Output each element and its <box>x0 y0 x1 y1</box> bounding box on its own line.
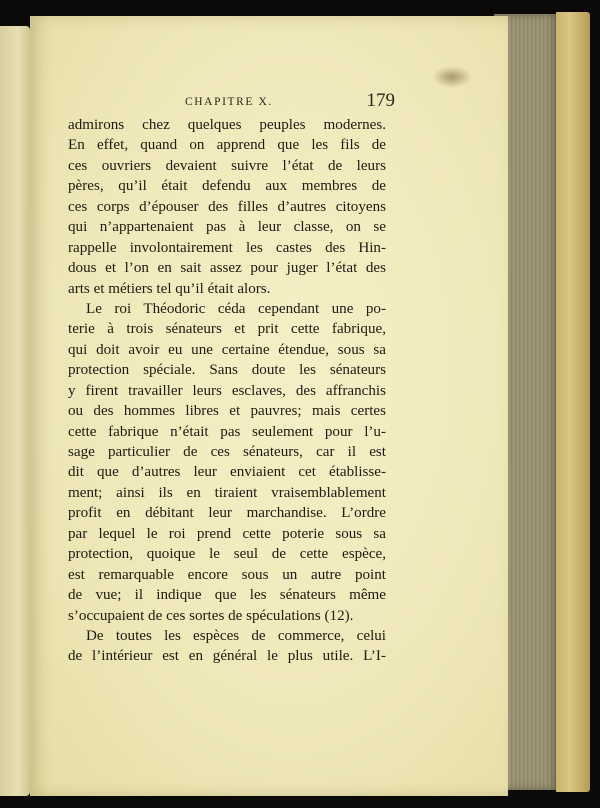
text-line: est remarquable encore sous un autre point <box>68 566 386 583</box>
text-line: de l’intérieur est en général le plus utile. L’I- <box>68 648 386 665</box>
text-line: ment; ainsi ils en tiraient vraisemblablement <box>68 484 386 501</box>
facing-page-edge <box>0 26 30 796</box>
text-line: Le roi Théodoric céda cependant une po- <box>86 300 386 317</box>
text-line: pères, qu’il était defendu aux membres de <box>68 178 386 195</box>
text-line: par lequel le roi prend cette poterie sous sa <box>68 525 386 542</box>
book-cover-edge <box>556 12 590 792</box>
text-line: rappelle involontairement les castes des Hin- <box>68 239 386 256</box>
text-line: qui n’appartenaient pas à leur classe, on se <box>68 219 386 236</box>
text-line: y firent travailler leurs esclaves, des affranchis <box>68 382 386 399</box>
running-title: CHAPITRE X. <box>185 96 273 108</box>
text-line: arts et métiers tel qu’il était alors. <box>68 280 271 297</box>
body-text <box>68 115 386 667</box>
text-line: cette fabrique n’était pas seulement pour l’u- <box>68 423 386 440</box>
text-line: profit en débitant leur marchandise. L’ordre <box>68 505 386 522</box>
text-line: s’occupaient de ces sortes de spéculations (12). <box>68 607 354 624</box>
paper-stain <box>432 66 472 88</box>
text-line: dit que d’autres leur enviaient cet établisse- <box>68 464 386 481</box>
text-line: de vue; il indique que les sénateurs même <box>68 587 386 604</box>
text-line: qui doit avoir eu une certaine étendue, sous sa <box>68 341 386 358</box>
text-line: ces ouvriers devaient suivre l’état de leurs <box>68 157 386 174</box>
text-line: En effet, quand on apprend que les fils de <box>68 137 386 154</box>
page-number: 179 <box>366 90 395 111</box>
text-line: De toutes les espèces de commerce, celui <box>86 627 386 644</box>
text-line: sage particulier de ces sénateurs, car il est <box>68 444 386 460</box>
text-line: protection, quoique le seul de cette espèce, <box>68 546 386 563</box>
text-line: terie à trois sénateurs et prit cette fabrique, <box>68 321 386 338</box>
text-line: dous et l’on en sait assez pour juger l’état des <box>68 260 386 277</box>
page-header <box>185 92 395 114</box>
text-line: protection spéciale. Sans doute les sénateurs <box>68 362 386 379</box>
text-line: ces corps d’épouser des filles d’autres citoyens <box>68 198 386 215</box>
text-line: ou des hommes libres et pauvres; mais certes <box>68 403 386 420</box>
text-line: admirons chez quelques peuples modernes. <box>68 117 386 133</box>
